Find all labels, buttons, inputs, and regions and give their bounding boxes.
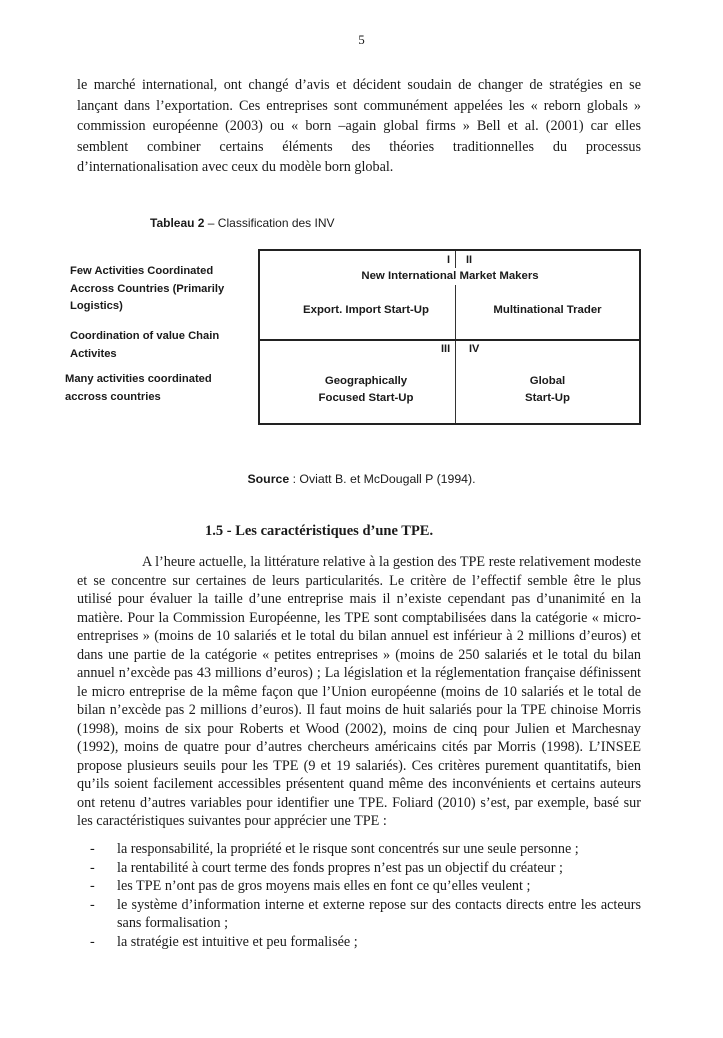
- new-international-market-makers: New International Market Makers: [300, 268, 600, 285]
- table-source: [0, 472, 723, 486]
- body-paragraph: A l’heure actuelle, la littérature relative à la gestion des TPE reste relativement modeste et se concentre sur certaines de leurs particularités. Le critère de l’effectif semble être le plus utilisé pour évaluer la taille d’une entreprise mais il n’existe cependant pas d’unanimité en la matière. Pour la Commission Européenne, les TPE sont comptabilisées dans la catégorie « micro- entreprises » (moins de 10 salariés et le total du bilan annuel est inférieur à 2 millions d’euros) et dans une partie de la catégorie « petites entreprises » (moins de 250 salariés et le total du bilan annuel n’excède pas 43 millions d’euros) ; La législation et la réglementation française définissent le micro entreprise de la même façon que l’Union européenne (moins de 10 salariés et le total de bilan n’excède pas 2 millions d’euros). Il faut moins de huit salariés pour la TPE chinoise Morris (1998), moins de six pour Roberts et Wood (2002), moins de cinq pour Julien et Marchesnay (1992), moins de quatre pour d’autres chercheurs américains cités par Morris (1998). L’INSEE propose plusieurs seuils pour les TPE (9 et 19 salariés). Ces critères purement quantitatifs, bien qu’ils soient facilement accessibles présentent quand même des inconvénients et certains auteurs ont retenu d’autres variables pour identifier une TPE. Foliard (2010) s’est, par exemple, basé sur les caractéristiques suivantes pour apprécier une TPE :: [77, 554, 641, 829]
- cell-geographically-focused: [260, 373, 472, 407]
- section-heading: 1.5 - Les caractéristiques d’une TPE.: [205, 523, 434, 539]
- quadrant-number-iii: III: [441, 343, 451, 355]
- row-label-coordination: Coordination of value Chain Activites: [70, 330, 220, 360]
- source-text: : Oviatt B. et McDougall P (1994).: [289, 472, 476, 486]
- matrix-horizontal-divider: [260, 339, 639, 341]
- row-label-few-activities: Few Activities Coordinated Accross Countries (Primarily Logistics): [70, 265, 225, 312]
- cell-export-import-start-up: Export. Import Start-Up: [303, 304, 429, 316]
- row-label-many-activities: Many activities coordinated accross countries: [65, 373, 212, 403]
- classification-matrix: [258, 249, 641, 425]
- characteristics-list: [90, 840, 641, 951]
- quadrant-number-ii: II: [466, 254, 473, 266]
- quadrant-number-iv: IV: [469, 343, 480, 355]
- list-item: - le système d’information interne et externe repose sur des contacts directs entre les acteurs sans formalisation ;: [90, 896, 641, 933]
- list-item: - la responsabilité, la propriété et le risque sont concentrés sur une seule personne ;: [90, 840, 641, 859]
- cell-multinational-trader: Multinational Trader: [493, 304, 602, 316]
- list-item: - les TPE n’ont pas de gros moyens mais elles en font ce qu’elles veulent ;: [90, 877, 641, 896]
- page-number: 5: [358, 32, 365, 47]
- source-label: Source: [247, 472, 290, 486]
- cell-global-line1: Global: [529, 375, 566, 387]
- cell-global-line2: Start-Up: [525, 392, 570, 404]
- intro-paragraph: le marché international, ont changé d’avis et décident soudain de changer de stratégies en se lançant dans l’exportation. Ces entreprises sont communément appelées les « reborn globals » commission européenne (2003) ou « born –again global firms » Bell et al. (2001) car elles semblent combiner certains éléments des théories traditionnelles du processus d’internationalisation avec ceux du modèle born global.: [77, 77, 641, 175]
- cell-geographically-line1: Geographically: [324, 375, 408, 387]
- list-item: - la stratégie est intuitive et peu formalisée ;: [90, 933, 641, 952]
- cell-geographically-line2: Focused Start-Up: [318, 392, 414, 404]
- list-item: - la rentabilité à court terme des fonds propres n’est pas un objectif du créateur ;: [90, 859, 641, 878]
- table-caption-text: – Classification des INV: [204, 216, 335, 230]
- cell-global-start-up: [456, 373, 639, 407]
- table-caption-label: Tableau 2: [150, 216, 205, 230]
- table-caption: [150, 216, 335, 230]
- quadrant-number-i: I: [447, 254, 451, 266]
